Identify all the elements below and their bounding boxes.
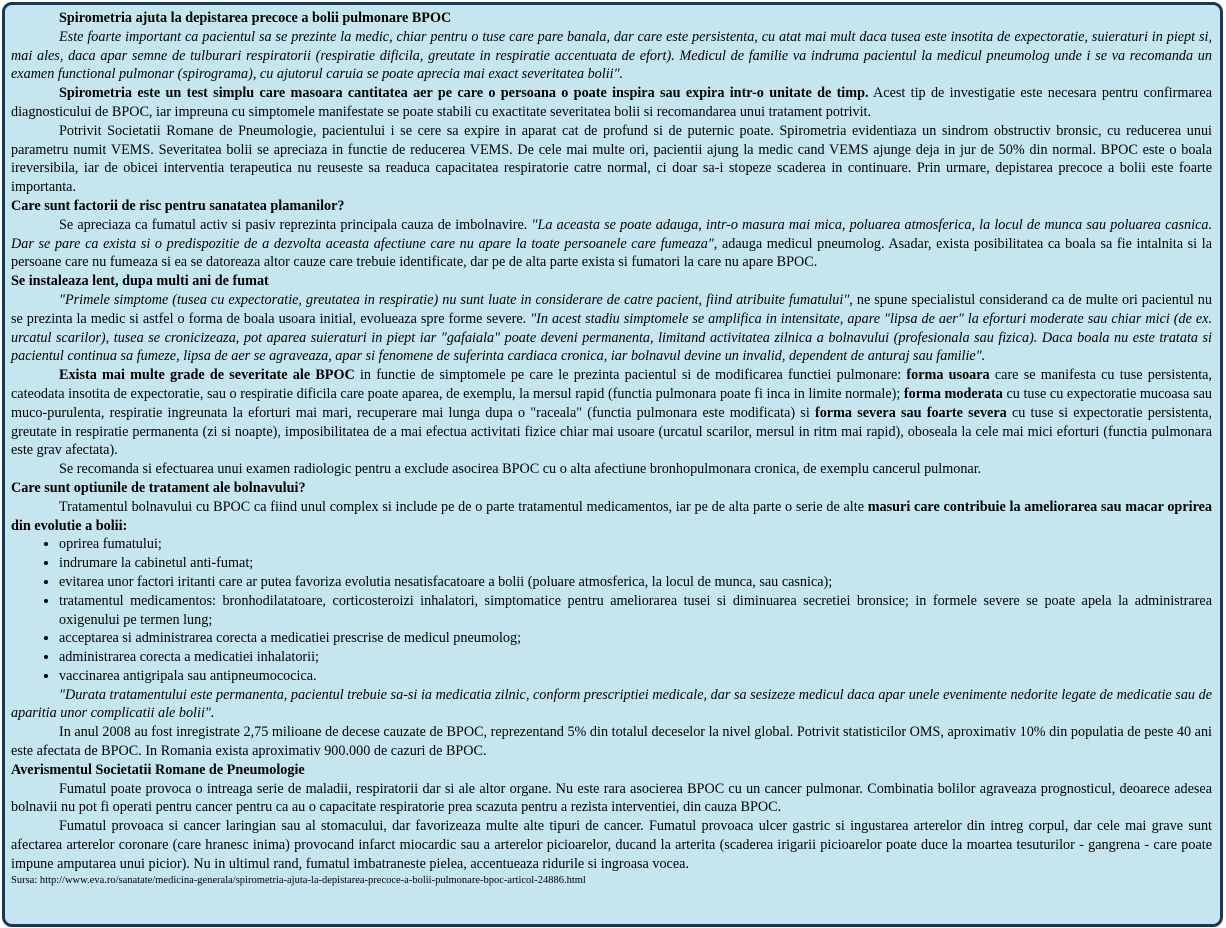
text-run: Potrivit Societatii Romane de Pneumologie, pacientului i se cere sa expire in aparat cat de profund si de puternic poate. Spirometria evidentiaza un sindrom obstructiv bronsic, cu reducerea unui parametru numit VEMS. Severitatea bolii se apreciaza in functie de reducerea VEMS. De cele mai multe ori, pacientii ajung la medic cand VEMS ajunge deja in jur de 50% din normal. BPOC este o boala ireversibila, iar de obicei interventia terapeutica nu reuseste sa readuca capacitatea respiratorie catre normal, ci doar sa-i stopeze scaderea in continuare. Prin urmare, depistarea precoce a bolii este foarte importanta. [11,122,1212,196]
paragraph-symptoms [11,291,1212,366]
text-run: Tratamentul bolnavului cu BPOC ca fiind unul complex si include pe de o parte tratamentul medicamentos, iar pe de alta parte o serie de alte [59,498,868,515]
text-run: Spirometria este un test simplu care masoara cantitatea aer pe care o persoana o poate inspira sau expira intr-o unitate de timp. [59,85,869,102]
paragraph-statistics [11,723,1212,761]
source-link[interactable]: Sursa: http://www.eva.ro/sanatate/medicina-generala/spirometria-ajuta-la-depistarea-precoce-a-bolii-pulmonare-bpoc-articol-24886.html [11,874,586,886]
paragraph-intro-quote [11,28,1212,84]
list-item: • oprirea fumatului; [59,535,1212,554]
text-run: Se recomanda si efectuarea unui examen radiologic pentru a exclude asocirea BPOC cu o alta afectiune bronhopulmonara cronica, de exemplu cancerul pulmonar. [59,461,982,478]
text-run: masuri care contribuie la ameliorarea sau macar oprirea din evolutie a bolii: [11,498,1212,534]
text-run: "In acest stadiu simptomele se amplifica in intensitate, apare "lipsa de aer" la eforturi moderate sau chiar mici (de ex. urcatul scarilor), tusea se cronicizeaza, pot aparea suieraturi in piept iar "gafaiala" poate deveni permanenta, limitand activitatea zilnica a bolnavului (profesionala sau fizica). Daca boala nu este tratata si pacientul continua sa fumeze, lipsa de aer se agraveaza, apar si fenomene de suferinta cardiaca cronica, iar bolnavul devine un invalid, dependent de anturaj sau familie". [11,310,1212,365]
text-run: Exista mai multe grade de severitate ale BPOC [59,367,355,384]
list-item: • vaccinarea antigripala sau antipneumococica. [59,667,1212,686]
list-item: • administrarea corecta a medicatiei inhalatorii; [59,648,1212,667]
paragraph-spirometry-definition [11,84,1212,122]
heading-warning: Averismentul Societatii Romane de Pneumologie [11,761,305,778]
text-run: Spirometria ajuta la depistarea precoce a bolii pulmonare BPOC [59,10,452,26]
paragraph-vems [11,122,1212,197]
list-item: • indrumare la cabinetul anti-fumat; [59,554,1212,573]
paragraph-treatment [11,498,1212,536]
heading-treatment-options: Care sunt optiunile de tratament ale bolnavului? [11,479,306,496]
paragraph-treatment-quote [11,686,1212,724]
paragraph-warning-2 [11,817,1212,873]
text-run: Se apreciaza ca fumatul activ si pasiv reprezinta principala cauza de imbolnavire. [59,216,532,233]
paragraph-risk-factors [11,216,1212,272]
heading-slow-onset: Se instaleaza lent, dupa multi ani de fumat [11,273,269,290]
article-title [11,9,1212,28]
text-run: care se manifesta cu tuse persistenta, cateodata insotita de expectoratie, sau o respiratie dificila care poate aparea, de exemplu, la mersul rapid (functia pulmonara poate fi inca in limite normale); [11,367,1212,402]
list-item: • tratamentul medicamentos: bronhodilatatoare, corticosteroizi inhalatori, simptomatice pentru ameliorarea tusei si diminuarea secretiei bronsice; in formele severe se poate apela la administrarea oxigenului pe termen lung; [59,592,1212,630]
text-run: "La aceasta se poate adauga, intr-o masura mai mica, poluarea atmosferica, la locul de munca sau poluarea casnica. Dar se pare ca exista si o predispozitie de a dezvolta aceasta afectiune care nu apare la toate persoanele care fumeaza", [11,216,1213,252]
article-body [11,9,1212,887]
text-run: Este foarte important ca pacientul sa se prezinte la medic, chiar pentru o tuse care pare banala, dar care este persistenta, cu atat mai mult daca tusea este insotita de expectoratie, suieraturi in piept si, mai ales, daca apar semne de tulburari respiratorii (respiratie dificila, greutate in respiratie accentuata de efort). Medicul de familie va indruma pacientul la medicul pneumolog unde i se va recomanda un examen functional pulmonar (spirograma), cu ajutorul caruia se poate aprecia mai exact severitatea bolii". [11,28,1212,83]
heading-risk-factors: Care sunt factorii de risc pentru sanatatea plamanilor? [11,197,345,214]
text-run: Fumatul provoaca si cancer laringian sau al stomacului, dar favorizeaza multe alte tipuri de cancer. Fumatul provoaca ulcer gastric si ingustarea arterelor din intreg corpul, dar cele mai grave sunt afectarea arterelor coronare (care hranesc inima) provocand infarct miocardic sau a arterelor picioarelor, ducand la arterita (scaderea irigarii picioarelor poate duce la moartea tesuturilor - gangrena - care poate impune amputarea unui picior). Nu in ultimul rand, fumatul imbatraneste pielea, accentueaza ridurile si ingroasa vocea. [11,818,1212,872]
text-run: In anul 2008 au fost inregistrate 2,75 milioane de decese cauzate de BPOC, reprezentand 5% din totalul deceselor la nivel global. Potrivit statisticilor OMS, aproximativ 10% din populatia de peste 40 ani este afectata de BPOC. In Romania exista aproximativ 900.000 de cazuri de BPOC. [11,724,1212,760]
text-run: Fumatul poate provoca o intreaga serie de maladii, respiratorii dar si ale altor organe. Nu este rara asocierea BPOC cu un cancer pulmonar. Combinatia bolilor agraveaza prognosticul, deoarece adesea bolnavii nu pot fi operati pentru cancer pentru ca au o capacitate respiratorie prea scazuta pentru a rezista interventiei, din cauza BPOC. [11,780,1212,816]
article-frame [2,2,1223,927]
list-item: • evitarea unor factori iritanti care ar putea favoriza evolutia nesatisfacatoare a bolii (poluare atmosferica, la locul de munca, sau casnica); [59,573,1212,592]
text-run: "Durata tratamentului este permanenta, pacientul trebuie sa-si ia medicatia zilnic, conform prescriptiei medicale, dar sa sesizeze medicul daca apar unele evenimente nedorite legate de medicatie sau de aparitia unor complicatii ale bolii". [11,686,1212,722]
text-run: cu tuse cu expectoratie mucoasa sau muco-purulenta, respiratie ingreunata la eforturi mai mari, recuperare mai lunga dupa o "raceala" (functia pulmonara este modificata) si [11,385,1213,421]
text-run: cu tuse si expectoratie persistenta, greutate in respiratie permanenta (zi si noapte), imposibilitatea de a mai efectua activitati fizice chiar mai usoare (urcatul scarilor, mersul in ritm mai rapid), oboseala la cele mai mici eforturi (functia pulmonara este grav afectata). [11,404,1212,459]
text-run: forma moderata [903,385,1003,402]
list-item: • acceptarea si administrarea corecta a medicatiei prescrise de medicul pneumolog; [59,629,1212,648]
text-run: ne spune specialistul considerand ca de multe ori pacientul nu se prezinta la medic si astfel o forma de boala usoara initial, evolueaza spre forme severe. [11,291,1212,327]
text-run: forma usoara [906,367,990,384]
paragraph-radiology [11,460,1212,479]
text-run: "Primele simptome (tusea cu expectoratie, greutatea in respiratie) nu sunt luate in considerare de catre pacient, fiind atribuite fumatului", [59,291,853,308]
text-run: Acest tip de investigatie este necesara pentru confirmarea diagnosticului de BPOC, iar impreuna cu simptomele manifestate se poate stabili cu exactitate severitatea bolii si recomandarea unui tratament potrivit. [11,85,1212,120]
paragraph-severity-grades [11,366,1212,460]
treatment-list [11,535,1212,685]
text-run: adauga medicul pneumolog. Asadar, exista posibilitatea ca boala sa fie intalnita si la persoane care nu fumeaza si ea se datoreaza altor cauze care trebuie identificate, dar pe de alta parte exista si fumatori la care nu apare BPOC. [11,235,1212,271]
text-run: forma severa sau foarte severa [814,404,1007,421]
text-run: in functie de simptomele pe care le prezinta pacientul si de modificarea functiei pulmonare: [354,367,907,384]
paragraph-warning-1 [11,780,1212,818]
